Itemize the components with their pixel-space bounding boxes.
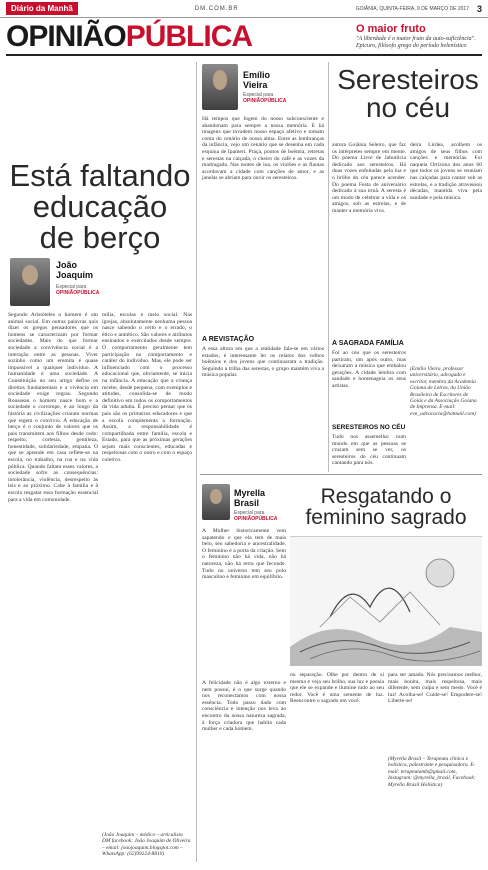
article2-signoff: (Emílio Vieira, professor universitário, advogado e escritor, membro da Academia Goiana de Letras, da União Brasileira de Escritores de Goiás e da Associação Goiana de Imprensa. E-mail: evn_advocacia@hotmail.com) [410,366,477,417]
article3-body-col2: ou separação. Olhe por dentro de si mesma e veja seu brilho, sua luz e poesia que ele se expande e ilumine tudo ao seu redor. Você é uma semente de luz. Reencontre o sagrado em você. [290,672,384,705]
section-masthead [6,20,482,56]
author-last-name: Brasil [234,498,260,508]
article2-body-col2c: Tudo nos assemelha: num mundo em que as pessoas se cruzam sem se ver, os seresteiros do céu continuam cantando para nós. [332,434,406,467]
epigraph-text: "A liberdade é o maior fruto da auto-suficiência". Epicuro, filósofo grego do período helenístico [356,36,476,49]
article2-subhead: SERESTEIROS NO CÉU [332,424,406,431]
author-photo-emilio [202,64,238,110]
headline-line: feminino sagrado [305,506,467,529]
page-number: 3 [476,3,482,14]
author-name [56,260,93,280]
edition-date: GOIÂNIA, QUINTA-FEIRA, 9 DE MARÇO DE 2017 [355,5,469,12]
headline-line: educação [32,189,168,224]
author-tag [56,284,99,296]
article2-subhead: A SAGRADA FAMÍLIA [332,340,404,347]
article1-headline [8,160,192,253]
section-title-black: OPINIÃO [6,20,126,53]
article1-body-col2: mília, escolas e meio social. Nas igrejas, absolutamente nenhuma pessoa nasce sabendo o certo e o errado, o ético e antiético. São valores e atributos ensinados e exercitados desde sempre. O comportamento geralmente tem participação no comportamento e caráter do indivíduo. Mas, ele pode ser influenciado com o processo educacional que, obviamente, se inicia na infância. A educação que a criança recebe, desde pequena, com exemplos e atitudes, consolida-se de modo definitivo em todos os comportamentos da vida adulta. É preciso pensar que os pais são os primeiros educadores e que a escola complementa a formação. Assim, a responsabilidade é compartilhada entre família, escola e Estado, para que as próximas gerações sejam mais conscientes, educadas e respeitosas com o outro e com o espaço coletivo. [102,312,192,464]
headline-line: Resgatando o [320,485,452,508]
article2-body-col1b: A essa altura em que a realidade fala-se em vários estados, é interessante ler os relatos dos velhos boêmios e dos jovens que continuaram a tradição. Seguindo a trilha das serestas, o grupo mantém viva a música popular. [202,346,324,379]
article3-body-col1: A Mulher historicamente vem sapatendo o que ela tem de mais belo, seu sabedoria e ancestralidade. O feminino é a porta da criação. Sem o feminino não há vida, não há natureza, não há terra que fecunde. Tudo no universo tem seu polo masculino e feminino em equilíbrio. [202,528,286,581]
headline-line: Seresteiros [337,64,479,95]
article2-body-col3: deira Lírdea, acolhem os amigos de seus filhos com canções e memórias. Foi naquela Ortizona dos anos 60 que todos os jovens se reuniam nas calçadas para cantar sob as estrelas, e a tradição atravessou décadas, mantida viva pela saudade e pela música. [410,142,482,201]
page-header-strip [0,0,488,18]
author-photo-joao [10,258,50,306]
tag-brand: OPINIÃOPÚBLICA [56,290,100,296]
site-url: DM.COM.BR [194,5,239,12]
author-photo-myrella [202,484,230,520]
author-first-name: João [56,260,78,270]
section-title-red: PÚBLICA [125,20,253,53]
author-first-name: Myrella [234,488,266,498]
tag-pre: Especial para [243,92,274,98]
section-title [6,22,252,52]
tag-pre: Especial para [234,510,265,516]
author-tag [234,510,277,522]
author-last-name: Joaquim [56,270,94,280]
article3-headline [290,486,482,528]
newspaper-logo: Diário da Manhã [6,2,78,15]
article1-signoff: (João Joaquim – médico – articulista DM facebook: João Joaquim de Oliveira – email: joaojoaquim.blogspot.com – WhatsApp: (62)99224-8810) [102,832,191,858]
tag-brand: OPINIÃOPÚBLICA [243,98,287,104]
woodcut-artwork [290,537,482,666]
woodcut-illustration [290,536,482,666]
author-tag [243,92,286,104]
article2-headline [334,66,482,122]
article2-subhead: A REVISTAÇÃO [202,336,255,343]
section-divider [200,474,482,475]
article1-body-col1: Segundo Aristóteles o homem é um animal social. Em outras palavras quis dizer os gregos pensadores que os homens se caracterizam por formar sociedades. Mais do que formar sociedade a convivência social é a interação entre as pessoas. Viver sozinho como um eremita é quase impossível a qualquer indivíduo. A humanidade é uma sociedade. A Constituição no seu artigo define os direitos fundamentais e a vivência em sociedade exige regras. Segundo Rousseau o homem nasce bom e a sociedade o corrompe, e ao longo da história as civilizações criaram normas que regem o convívio. A educação de berço é o conjunto de valores que os pais transmitem aos filhos desde cedo: respeito, cortesia, gentileza, honestidade, solidariedade, empatia. O que se aprende em casa reflete-se na escola, no trabalho, na rua e na vida pública. Quando faltam esses valores, a sociedade sofre as consequências: intolerância, violência, desrespeito às leis e ao próximo. Cabe à família e à escola resgatar essa formação essencial para a vida em comunidade. [8,312,98,503]
headline-line: de berço [39,220,161,255]
article2-body-col1: Há tempos que fogem do nosso subconsciente e abandonam para sempre a nossa memória. E há imagens que invadem nosso espaço afetivo e tomam conta do cenário de nossa alma. Entre as lembranças da infância, vejo um cenário que se desenha em cada esquina de Ipameri. Praça, pontos de boêmia, retretas e serestas na calçada, o cheiro do café e as vozes da madrugada. Nas noites de lua, os violões e as flautas acordavam a cidade com canções de amor, e as janelas se abriam para ouvir os seresteiros. [202,116,324,182]
epigraph-title: O maior fruto [356,23,426,35]
column-divider [328,62,329,472]
article2-body-col2b: Foi ao céu que os seresteiros partiram, um após outro, mas deixaram a música que embalou gerações. A cidade lembra com saudade e homenageia os seus artistas. [332,350,406,389]
tag-brand: OPINIÃOPÚBLICA [234,516,278,522]
column-divider [196,62,197,862]
article2-body-col2: autora Goiânia Seleiro, que faz os intérpretes sempre em mente. Do poema Livre de Jabutilcia dedicado aos seresteiros. Há duas vozes enfeitadas pela lua e o brilho do céu parece acender. Do poema Festa de aniversário dedicado à sua irmã. A seresta é um modo de celebrar a vida e os amigos, sob as estrelas, e de manter a memória viva. [332,142,406,214]
author-name [234,488,265,508]
article3-body-col3: para ser amada. Nós precisamos melhor, mais bonita, mais respeitosa, mais diferente, sem culpa e sem medo. Você é luz! Acolha-se! Cuide-se! Empodere-se! Liberte-se! [388,672,482,705]
author-last-name: Vieira [243,80,268,90]
tag-pre: Especial para [56,284,87,290]
headline-line: no céu [365,92,451,123]
article3-signoff: (Myrella Brasil – Terapeuta clínica e holística, palestrante e pesquisadora. E-mail: terapeutamb@gmail.com, Instagram: @myrella_brasil, Facebook: Myrella Brasil Holística) [388,756,476,788]
author-first-name: Emílio [243,70,271,80]
author-name [243,70,270,90]
headline-line: Está faltando [9,158,191,193]
article3-body-col1b: A felicidade não é algo externo e nem possuí, é o que surge quando nos reconectamos com nossa essência. Todo passo dado com consciência e intenção nos leva ao encontro da nossa natureza sagrada, à força criadora que habita cada mulher e cada homem. [202,680,286,733]
